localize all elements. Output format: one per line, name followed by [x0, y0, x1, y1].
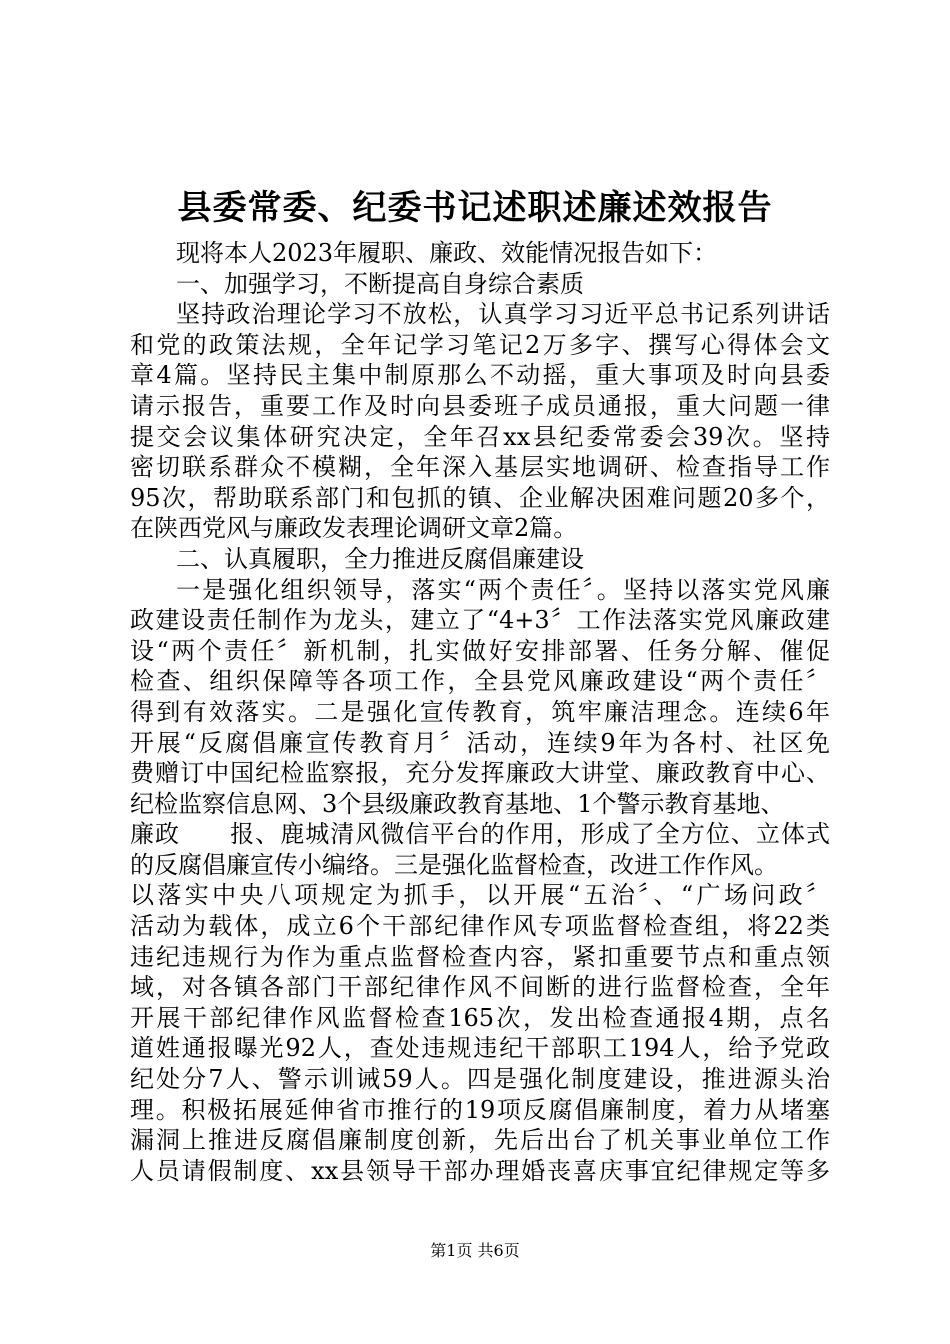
body-line: 检查、组织保障等各项工作，全县党风廉政建设“两个责任〞 [130, 667, 830, 696]
body-line: 得到有效落实。二是强化宣传教育，筑牢廉洁理念。连续6年 [130, 697, 830, 726]
document-title: 县委常委、纪委书记述职述廉述效报告 [177, 188, 773, 228]
section-heading: 一、加强学习，不断提高自身综合素质 [176, 269, 584, 298]
body-line: 章4篇。坚持民主集中制原那么不动摇，重大事项及时向县委 [130, 361, 830, 390]
body-line: 违纪违规行为作为重点监督检查内容，紧扣重要节点和重点领 [130, 942, 830, 971]
section-heading: 二、认真履职，全力推进反腐倡廉建设 [176, 544, 584, 573]
body-line: 纪处分7人、警示训诫59人。四是强化制度建设，推进源头治 [130, 1065, 830, 1094]
body-line: 的反腐倡廉宣传小编络。三是强化监督检查，改进工作作风。 [130, 850, 778, 879]
body-line: 开展干部纪律作风监督检查165次，发出检查通报4期，点名 [130, 1003, 830, 1032]
page-number-footer: 第1页 共6页 [430, 1241, 520, 1260]
body-line: 纪检监察信息网、3个县级廉政教育基地、1个警示教育基地、 [130, 789, 785, 818]
body-line: 道姓通报曝光92人，查处违规违纪干部职工194人，给予党政 [130, 1034, 830, 1063]
body-line: 95次，帮助联系部门和包抓的镇、企业解决困难问题20多个， [130, 483, 830, 512]
body-line: 以落实中央八项规定为抓手，以开展“五治〞、“广场问政〞 [130, 881, 830, 910]
body-line: 密切联系群众不模糊，全年深入基层实地调研、检查指导工作 [130, 453, 830, 482]
body-line: 活动为载体，成立6个干部纪律作风专项监督检查组，将22类 [130, 912, 830, 941]
body-line: 坚持政治理论学习不放松，认真学习习近平总书记系列讲话 [176, 300, 830, 329]
body-line: 域，对各镇各部门干部纪律作风不间断的进行监督检查，全年 [130, 973, 830, 1002]
body-line: 漏洞上推进反腐倡廉制度创新，先后出台了机关事业单位工作 [130, 1126, 830, 1155]
body-line: 一是强化组织领导，落实“两个责任〞。坚持以落实党风廉 [176, 575, 830, 604]
body-line: 廉政 报、鹿城清风微信平台的作用，形成了全方位、立体式 [130, 820, 830, 849]
body-line: 开展“反腐倡廉宣传教育月〞活动，连续9年为各村、社区免 [130, 728, 830, 757]
body-line: 现将本人2023年履职、廉政、效能情况报告如下： [176, 239, 718, 267]
body-line: 理。积极拓展延伸省市推行的19项反腐倡廉制度，着力从堵塞 [130, 1095, 830, 1124]
body-line: 和党的政策法规，全年记学习笔记2万多字、撰写心得体会文 [130, 330, 830, 359]
body-line: 请示报告，重要工作及时向县委班子成员通报，重大问题一律 [130, 391, 830, 420]
body-line: 费赠订中国纪检监察报，充分发挥廉政大讲堂、廉政教育中心、 [130, 759, 830, 788]
body-line: 政建设责任制作为龙头，建立了“4+3〞工作法落实党风廉政建 [130, 606, 830, 635]
body-line: 人员请假制度、xx县领导干部办理婚丧喜庆事宜纪律规定等多 [130, 1156, 830, 1185]
document-body [130, 238, 830, 1186]
body-line: 提交会议集体研究决定，全年召xx县纪委常委会39次。坚持 [130, 422, 830, 451]
body-line: 在陕西党风与廉政发表理论调研文章2篇。 [130, 514, 578, 543]
body-line: 设“两个责任〞新机制，扎实做好安排部署、任务分解、催促 [130, 636, 830, 665]
